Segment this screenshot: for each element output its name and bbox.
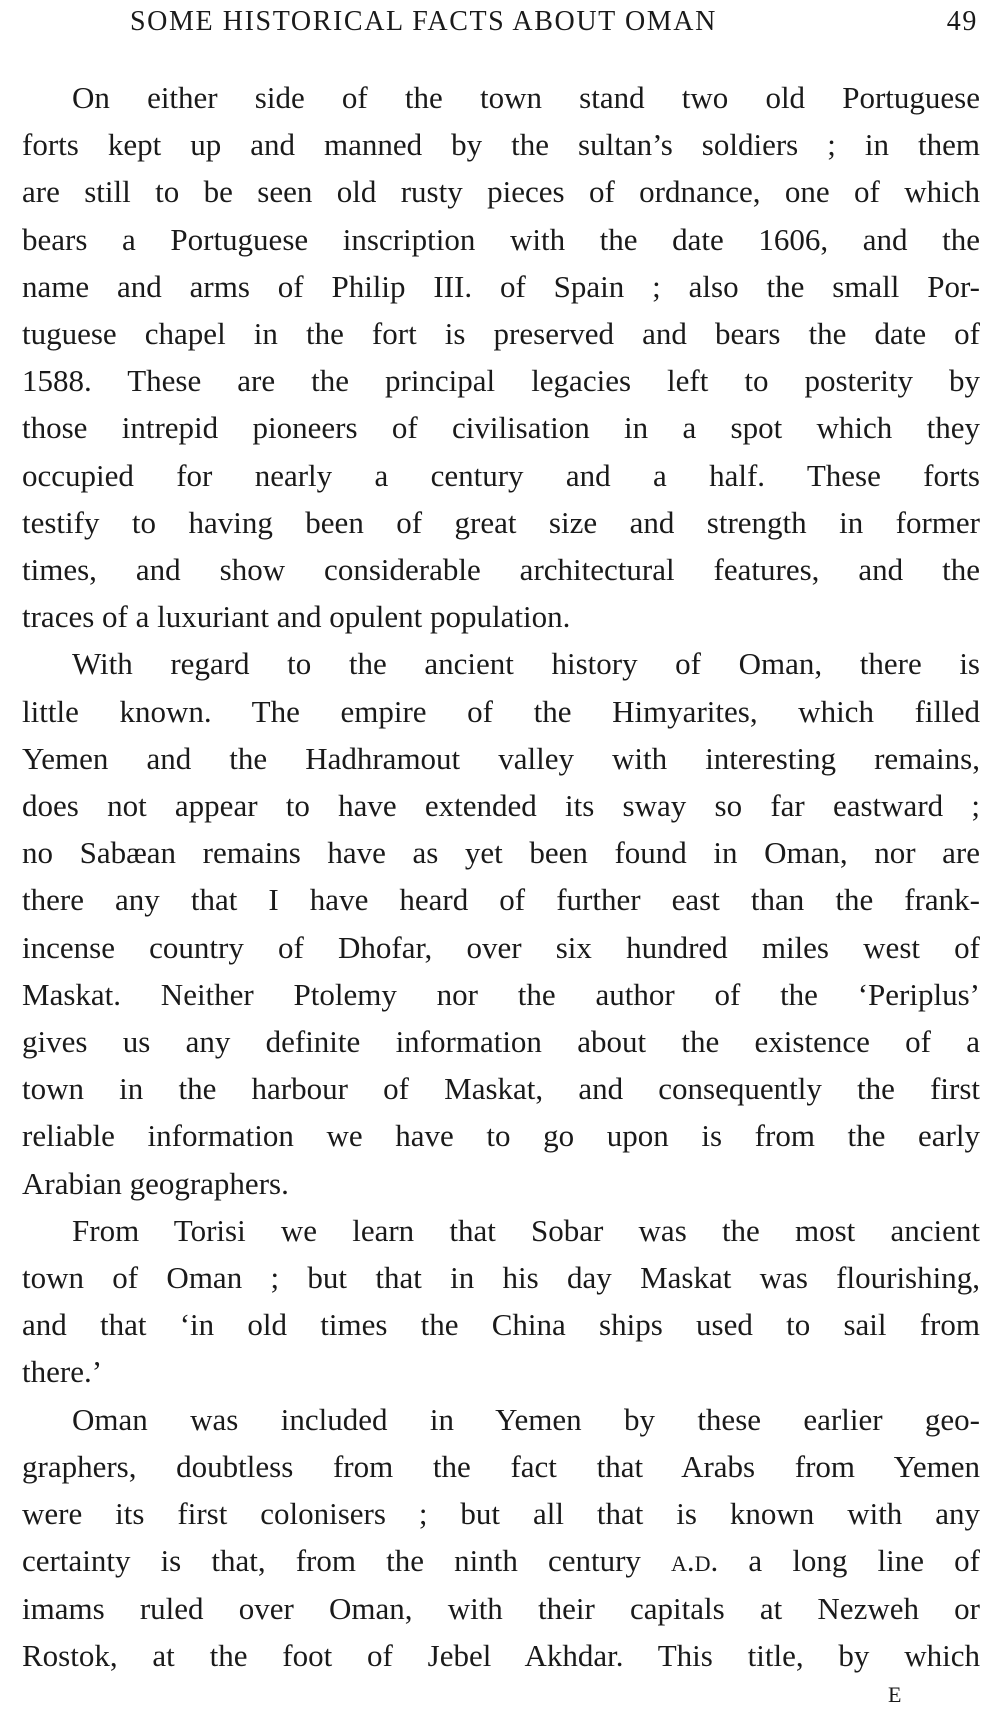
text-line: From Torisi we learn that Sobar was the most ancient bbox=[72, 1212, 980, 1248]
text-line: little known. The empire of the Himyarites, which filled bbox=[22, 693, 980, 729]
text-line: those intrepid pioneers of civilisation in a spot which they bbox=[22, 410, 980, 446]
text-line: On either side of the town stand two old Portuguese bbox=[72, 80, 980, 115]
body-text bbox=[22, 74, 980, 1679]
text-line: Oman was included in Yemen by these earlier geo- bbox=[72, 1401, 980, 1437]
text-line: testify to having been of great size and strength in former bbox=[22, 504, 980, 540]
page-number: 49 bbox=[946, 6, 978, 37]
text-line-with-abbreviation bbox=[22, 1537, 980, 1584]
text-line: Rostok, at the foot of Jebel Akhdar. This title, by which bbox=[22, 1637, 980, 1673]
text-line: town of Oman ; but that in his day Maskat was flourishing, bbox=[22, 1260, 980, 1296]
text-line: 1588. These are the principal legacies left to posterity by bbox=[22, 363, 980, 399]
text-line: town in the harbour of Maskat, and consequently the first bbox=[22, 1071, 980, 1107]
text-line: times, and show considerable architectural features, and the bbox=[22, 552, 980, 588]
text-line: forts kept up and manned by the sultan’s soldiers ; in them bbox=[22, 127, 980, 163]
text-line: graphers, doubtless from the fact that Arabs from Yemen bbox=[22, 1448, 980, 1484]
text-line: and that ‘in old times the China ships used to sail from bbox=[22, 1307, 980, 1343]
text-line: incense country of Dhofar, over six hundred miles west of bbox=[22, 929, 980, 965]
text-line: does not appear to have extended its sway so far eastward ; bbox=[22, 788, 980, 824]
text-line: imams ruled over Oman, with their capitals at Nezweh or bbox=[22, 1590, 980, 1626]
text-segment: certainty is that, from the ninth century bbox=[22, 1543, 672, 1579]
text-line: there any that I have heard of further east than the frank- bbox=[22, 882, 980, 918]
paragraph-imams bbox=[22, 1396, 980, 1679]
running-title: SOME HISTORICAL FACTS ABOUT OMAN bbox=[130, 6, 717, 37]
text-line: are still to be seen old rusty pieces of ordnance, one of which bbox=[22, 174, 980, 210]
text-line: bears a Portuguese inscription with the date 1606, and the bbox=[22, 221, 980, 257]
era-abbreviation: a.d. bbox=[671, 1543, 719, 1579]
paragraph-torisi bbox=[22, 1207, 980, 1396]
text-line: traces of a luxuriant and opulent population. bbox=[22, 599, 571, 635]
text-line: Yemen and the Hadhramout valley with interesting remains, bbox=[22, 740, 980, 776]
text-line: Maskat. Neither Ptolemy nor the author of the ‘Periplus’ bbox=[22, 976, 980, 1012]
signature-mark: E bbox=[888, 1682, 905, 1707]
text-line: name and arms of Philip III. of Spain ; also the small Por- bbox=[22, 268, 980, 304]
running-head bbox=[130, 6, 978, 46]
text-line: there.’ bbox=[22, 1354, 103, 1390]
text-line: occupied for nearly a century and a half. These forts bbox=[22, 457, 980, 493]
text-segment: a long line of bbox=[718, 1543, 980, 1579]
text-line: no Sabæan remains have as yet been found in Oman, nor are bbox=[22, 835, 980, 871]
text-line: Arabian geographers. bbox=[22, 1165, 289, 1201]
text-line: tuguese chapel in the fort is preserved and bears the date of bbox=[22, 316, 980, 352]
paragraph-ancient-history bbox=[22, 640, 980, 1206]
text-line: With regard to the ancient history of Oman, there is bbox=[72, 646, 980, 682]
text-line: reliable information we have to go upon is from the early bbox=[22, 1118, 980, 1154]
text-line: gives us any definite information about the existence of a bbox=[22, 1024, 980, 1060]
paragraph-portuguese-forts bbox=[22, 74, 980, 640]
text-line: were its first colonisers ; but all that is known with any bbox=[22, 1496, 980, 1532]
